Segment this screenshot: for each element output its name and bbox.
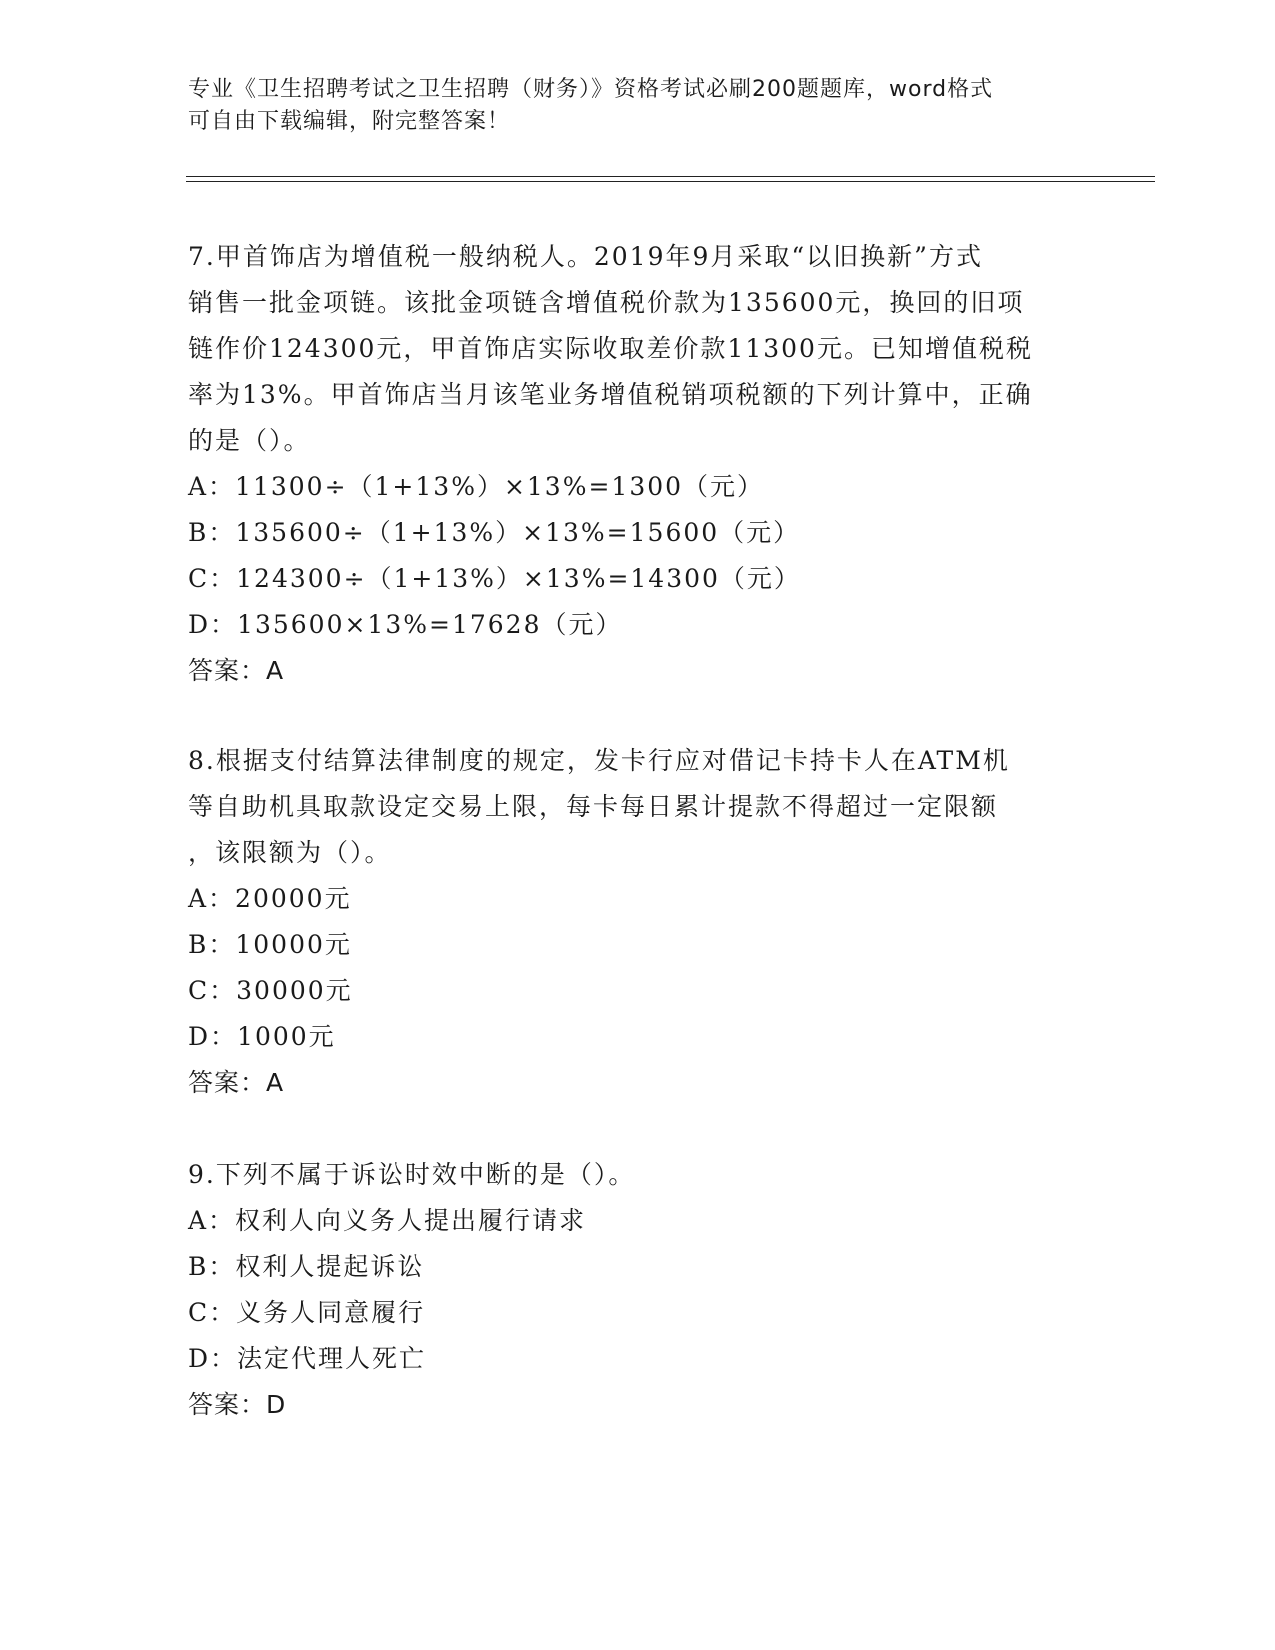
question-stem-line: ，该限额为（）。 xyxy=(188,838,392,867)
header-title-line-2: 可自由下载编辑，附完整答案！ xyxy=(188,109,511,134)
option-c: C：义务人同意履行 xyxy=(188,1298,426,1327)
option-a: A：11300÷（1+13%）×13%=1300（元） xyxy=(188,472,765,501)
question-stem-line: 率为13%。甲首饰店当月该笔业务增值税销项税额的下列计算中，正确 xyxy=(188,380,1033,409)
option-b: B：135600÷（1+13%）×13%=15600（元） xyxy=(188,518,801,547)
answer-label: 答案：D xyxy=(188,1390,287,1419)
answer-label: 答案：A xyxy=(188,1068,285,1097)
option-d: D：1000元 xyxy=(188,1022,336,1051)
option-d: D：135600×13%=17628（元） xyxy=(188,610,623,639)
answer-label: 答案：A xyxy=(188,656,285,685)
question-stem-line: 的是（）。 xyxy=(188,426,311,455)
question-9 xyxy=(188,1152,1088,1428)
question-stem-line: 8.根据支付结算法律制度的规定，发卡行应对借记卡持卡人在ATM机 xyxy=(188,746,1010,775)
question-stem-line: 链作价124300元，甲首饰店实际收取差价款11300元。已知增值税税 xyxy=(188,334,1033,363)
question-8 xyxy=(188,738,1088,1106)
option-d: D：法定代理人死亡 xyxy=(188,1344,427,1373)
option-b: B：权利人提起诉讼 xyxy=(188,1252,425,1281)
option-c: C：30000元 xyxy=(188,976,353,1005)
option-a: A：20000元 xyxy=(188,884,352,913)
question-stem-line: 销售一批金项链。该批金项链含增值税价款为135600元，换回的旧项 xyxy=(188,288,1025,317)
header-title-line-1: 专业《卫生招聘考试之卫生招聘（财务）》资格考试必刷200题题库，word格式 xyxy=(188,77,994,102)
question-7 xyxy=(188,234,1088,694)
document-header xyxy=(188,74,1088,138)
header-divider xyxy=(186,176,1155,182)
option-c: C：124300÷（1+13%）×13%=14300（元） xyxy=(188,564,801,593)
question-stem-line: 7.甲首饰店为增值税一般纳税人。2019年9月采取“以旧换新”方式 xyxy=(188,242,983,271)
question-stem-line: 9.下列不属于诉讼时效中断的是（）。 xyxy=(188,1160,636,1189)
option-b: B：10000元 xyxy=(188,930,352,959)
question-stem-line: 等自助机具取款设定交易上限，每卡每日累计提款不得超过一定限额 xyxy=(188,792,999,821)
option-a: A：权利人向义务人提出履行请求 xyxy=(188,1206,587,1235)
